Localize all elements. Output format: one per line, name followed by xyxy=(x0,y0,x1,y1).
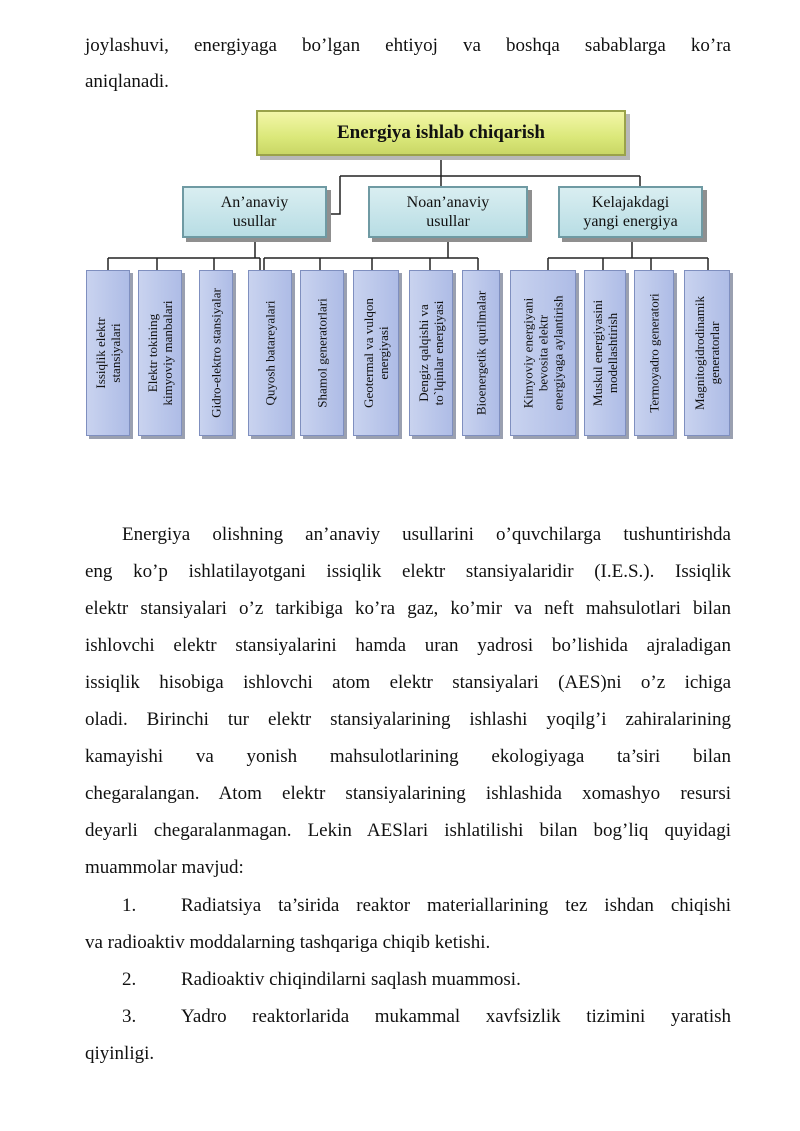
method-label: Dengiz qalqishi va xyxy=(416,304,431,402)
text-line: ishlovchi elektr stansiyalarini hamda uran yadrosi bo’lishida ajraladigan xyxy=(85,635,731,656)
method-label: energiyaga aylantirish xyxy=(550,295,566,411)
text-line: deyarli chegaralanmagan. Lekin AESlari ishlatilishi bilan bog’liq quyidagi xyxy=(85,820,731,841)
method-box xyxy=(300,270,344,436)
text-line: aniqlanadi. xyxy=(85,71,169,92)
text-line: muammolar mavjud: xyxy=(85,857,244,878)
category-box xyxy=(368,186,528,238)
method-label: to`lqinlar energiyasi xyxy=(431,300,446,406)
method-label: Shamol generatorlari xyxy=(314,298,330,408)
list-item-continuation: va radioaktiv moddalarning tashqariga chiqib ketishi. xyxy=(85,932,491,953)
list-item: Radiatsiya ta’sirida reaktor materiallarining tez ishdan chiqishi xyxy=(181,895,731,916)
method-box xyxy=(199,270,233,436)
category-box xyxy=(182,186,327,238)
text-line: oladi. Birinchi tur elektr stansiyalarining ishlashi yoqilg’i zahiralarining xyxy=(85,709,731,730)
method-label: energiyasi xyxy=(376,326,391,380)
method-box xyxy=(86,270,130,436)
text-line: issiqlik hisobiga ishlovchi atom elektr stansiyalari (AES)ni o’z ichiga xyxy=(85,672,731,693)
method-label: Muskul energiyasini xyxy=(590,299,605,407)
method-box xyxy=(462,270,500,436)
method-box xyxy=(409,270,453,436)
category-box xyxy=(558,186,703,238)
category-label: An’anaviy xyxy=(220,194,289,211)
method-label: Kimyoviy energiyani xyxy=(520,297,536,409)
list-item-continuation: qiyinligi. xyxy=(85,1043,155,1064)
method-label: bevosita elektr xyxy=(535,314,551,392)
method-box xyxy=(510,270,576,436)
list-number: 2. xyxy=(122,969,137,990)
text-line: Energiya olishning an’anaviy usullarini o’quvchilarga tushuntirishda xyxy=(122,524,731,545)
method-label: Quyosh batareyalari xyxy=(262,300,278,406)
text-line: joylashuvi, energiyaga bo’lgan ehtiyoj va boshqa sabablarga ko’ra xyxy=(85,35,731,56)
method-label: kimyoviy manbalari xyxy=(160,300,175,406)
method-label: Magnitogidrodinamik xyxy=(692,295,707,411)
list-item: Yadro reaktorlarida mukammal xavfsizlik tizimini yaratish xyxy=(181,1006,731,1027)
category-label: yangi energiya xyxy=(583,213,678,230)
text-line: kamayishi va yonish mahsulotlarining ekologiyaga ta’siri bilan xyxy=(85,746,731,767)
method-label: Gidro-elektro stansiyalar xyxy=(208,288,224,418)
method-label: stansiyalari xyxy=(108,323,123,383)
method-box xyxy=(684,270,730,436)
text-line: eng ko’p ishlatilayotgani issiqlik elektr stansiyalaridir (I.E.S.). Issiqlik xyxy=(85,561,731,582)
method-box xyxy=(584,270,626,436)
energy-diagram xyxy=(0,0,800,470)
diagram-title: Energiya ishlab chiqarish xyxy=(256,110,626,156)
method-label: modellashtirish xyxy=(605,312,620,394)
method-box xyxy=(248,270,292,436)
list-item: Radioaktiv chiqindilarni saqlash muammosi. xyxy=(181,969,521,990)
text-line: chegaralangan. Atom elektr stansiyalarining ishlashida xomashyo resursi xyxy=(85,783,731,804)
list-number: 1. xyxy=(122,895,137,916)
method-label: Elektr tokining xyxy=(145,313,160,393)
category-label: Noan’anaviy xyxy=(406,194,490,211)
list-number: 3. xyxy=(122,1006,137,1027)
method-box xyxy=(138,270,182,436)
category-label: Kelajakdagi xyxy=(591,194,670,211)
text-line: elektr stansiyalari o’z tarkibiga ko’ra gaz, ko’mir va neft mahsulotlari bilan xyxy=(85,598,731,619)
category-label: usullar xyxy=(232,213,277,230)
method-label: Bioenergetik qurilmalar xyxy=(473,290,489,416)
method-box xyxy=(634,270,674,436)
method-box xyxy=(353,270,399,436)
method-label: Geotermal va vulqon xyxy=(361,298,376,408)
category-label: usullar xyxy=(426,213,470,230)
method-label: Issiqlik elektr xyxy=(93,317,108,389)
method-label: generatorlar xyxy=(707,321,722,385)
method-label: Termoyadro generatori xyxy=(646,293,662,413)
